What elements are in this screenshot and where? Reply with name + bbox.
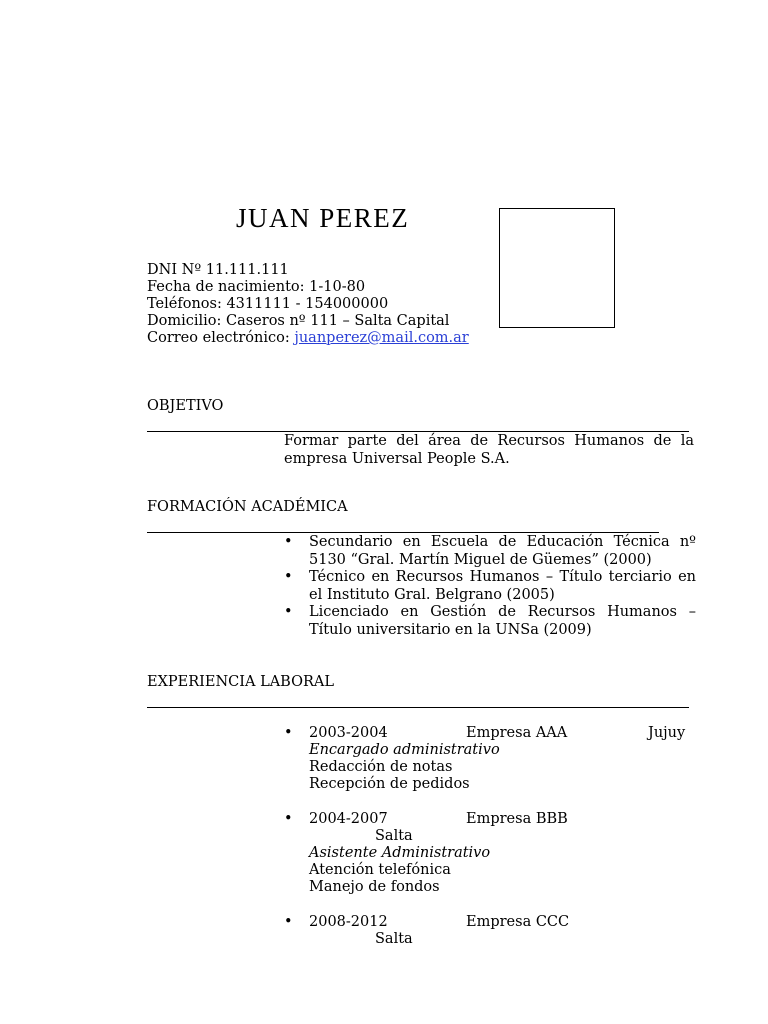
job-period: 2008-2012 [309, 914, 388, 930]
objective-text: Formar parte del área de Recursos Humanos de la empresa Universal People S.A. [284, 433, 694, 467]
candidate-name: JUAN PEREZ [236, 203, 410, 233]
photo-placeholder [499, 208, 615, 328]
dni-line: DNI Nº 11.111.111 [147, 262, 289, 278]
education-heading: FORMACIÓN ACADÉMICA [147, 499, 348, 515]
email-line [147, 330, 469, 347]
bullet-icon: • [284, 569, 293, 585]
job-entry [284, 725, 704, 793]
job-task: Recepción de pedidos [309, 776, 470, 792]
job-company: Empresa CCC [466, 914, 570, 930]
education-item: • Secundario en Escuela de Educación Técnica nº 5130 “Gral. Martín Miguel de Güemes” (2000) [284, 534, 696, 568]
experience-divider [147, 707, 689, 708]
job-place: Jujuy [648, 725, 686, 741]
objective-heading: OBJETIVO [147, 398, 224, 414]
birth-date-line: Fecha de nacimiento: 1-10-80 [147, 279, 366, 295]
job-company: Empresa AAA [466, 725, 568, 741]
job-period: 2003-2004 [309, 725, 388, 741]
job-role: Asistente Administrativo [309, 845, 491, 861]
job-task: Manejo de fondos [309, 879, 440, 895]
job-entry [284, 914, 704, 948]
job-role: Encargado administrativo [309, 742, 500, 758]
bullet-icon: • [284, 534, 293, 550]
job-task: Atención telefónica [309, 862, 451, 878]
job-place: Salta [375, 828, 413, 844]
job-place: Salta [375, 931, 413, 947]
bullet-icon: • [284, 725, 293, 741]
email-label: Correo electrónico: [147, 330, 295, 346]
address-line: Domicilio: Caseros nº 111 – Salta Capital [147, 313, 450, 329]
bullet-icon: • [284, 914, 293, 930]
job-period: 2004-2007 [309, 811, 388, 827]
job-company: Empresa BBB [466, 811, 568, 827]
job-entry [284, 811, 704, 896]
bullet-icon: • [284, 604, 293, 620]
experience-heading: EXPERIENCIA LABORAL [147, 674, 334, 690]
education-divider [147, 532, 659, 533]
phones-line: Teléfonos: 4311111 - 154000000 [147, 296, 389, 312]
bullet-icon: • [284, 811, 293, 827]
education-list [284, 534, 696, 639]
education-item: • Técnico en Recursos Humanos – Título terciario en el Instituto Gral. Belgrano (2005) [284, 569, 696, 603]
education-item: • Licenciado en Gestión de Recursos Humanos – Título universitario en la UNSa (2009) [284, 604, 696, 638]
email-link[interactable]: juanperez@mail.com.ar [294, 330, 469, 346]
job-task: Redacción de notas [309, 759, 453, 775]
